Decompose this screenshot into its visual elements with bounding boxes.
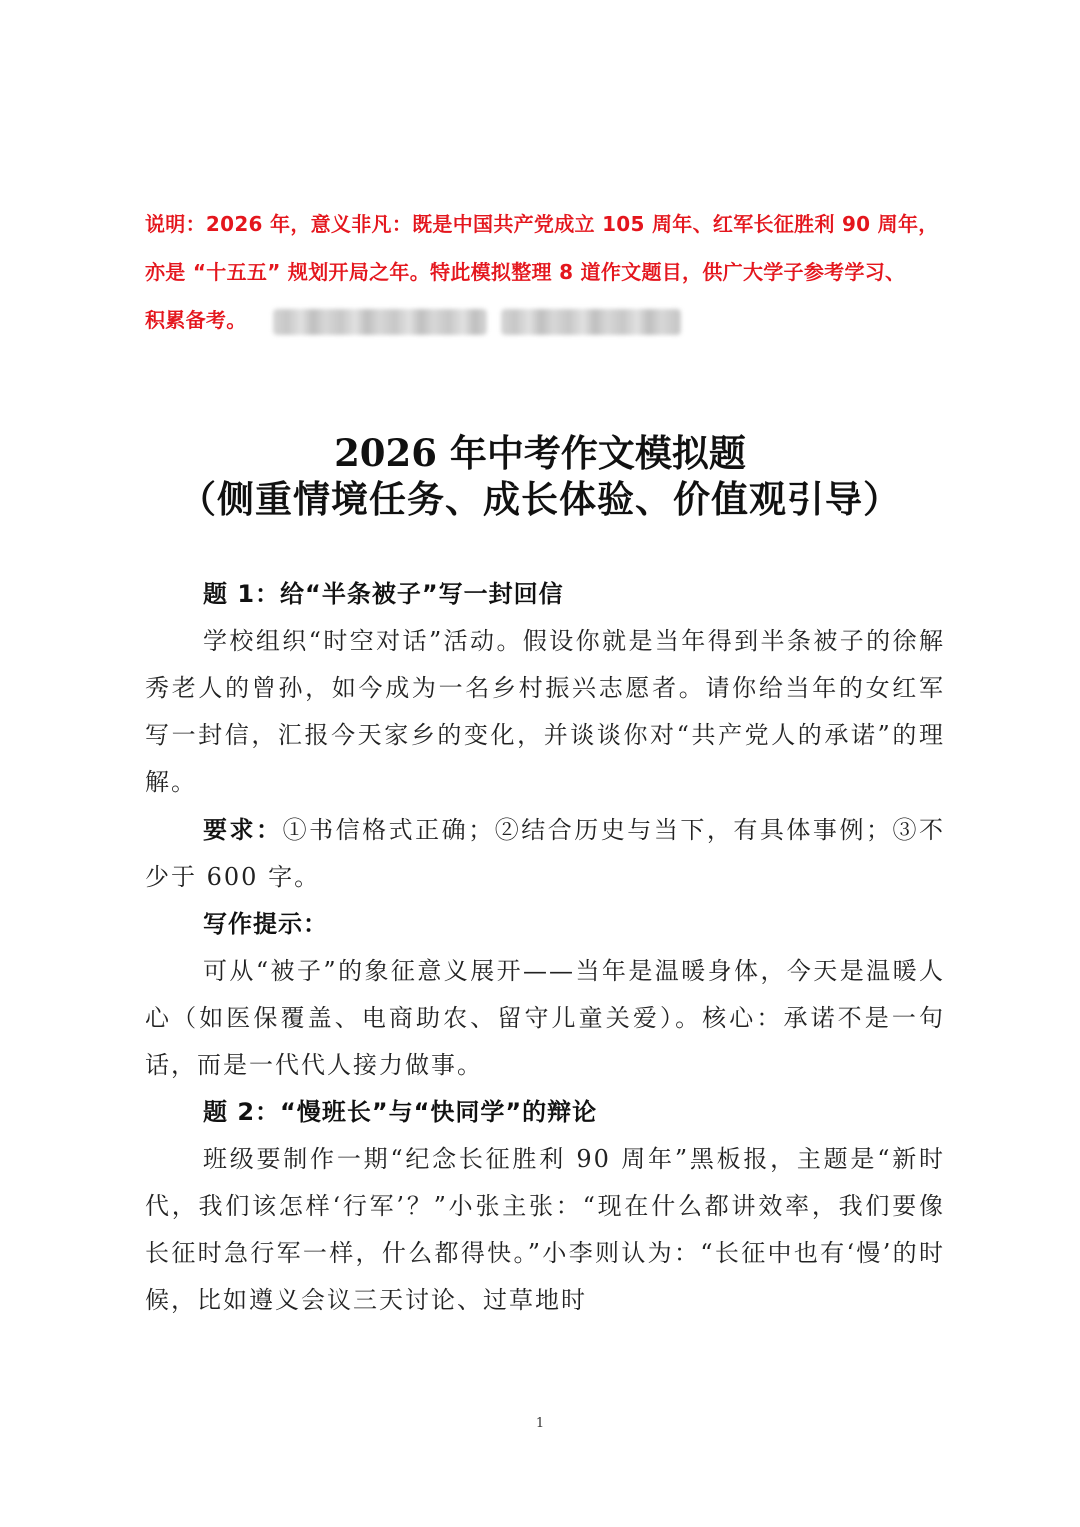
notice-line-3 (145, 296, 945, 344)
notice-line-2: 亦是 “十五五” 规划开局之年。特此模拟整理 8 道作文题目，供广大学子参考学习、 (145, 260, 906, 284)
notice-block (145, 200, 945, 344)
requirement-text: ①书信格式正确；②结合历史与当下，有具体事例；③不少于 600 字。 (145, 816, 946, 891)
topic-2-body: 班级要制作一期“纪念长征胜利 90 周年”黑板报，主题是“新时代，我们该怎样‘行军’？”小张主张：“现在什么都讲效率，我们要像长征时急行军一样，什么都得快。”小李则认为：“长征中也有‘慢’的时候，比如遵义会议三天讨论、过草地时 (145, 1145, 945, 1314)
topic-1-heading: 题 1：给“半条被子”写一封回信 (203, 580, 564, 608)
writing-tips-body: 可从“被子”的象征意义展开——当年是温暖身体，今天是温暖人心（如医保覆盖、电商助农、留守儿童关爱）。核心：承诺不是一句话，而是一代代人接力做事。 (145, 957, 945, 1079)
document-body (145, 571, 945, 1324)
topic-1-requirement (145, 806, 945, 901)
page-number: 1 (535, 1416, 545, 1431)
topic-2-heading: 题 2：“慢班长”与“快同学”的辩论 (203, 1098, 598, 1126)
notice-line-3-text: 积累备考。 (145, 308, 247, 332)
page-title: 2026 年中考作文模拟题 (334, 431, 746, 475)
notice-line-1: 说明：2026 年，意义非凡：既是中国共产党成立 105 周年、红军长征胜利 90 周年， (145, 212, 939, 236)
page-subtitle: （侧重情境任务、成长体验、价值观引导） (179, 477, 901, 521)
writing-tips-heading: 写作提示： (203, 910, 328, 938)
topic-1-body: 学校组织“时空对话”活动。假设你就是当年得到半条被子的徐解秀老人的曾孙，如今成为一名乡村振兴志愿者。请你给当年的女红军写一封信，汇报今天家乡的变化，并谈谈你对“共产党人的承诺”的理解。 (145, 627, 945, 796)
blurred-redaction-1 (273, 309, 487, 335)
requirement-label: 要求： (203, 815, 283, 844)
blurred-redaction-2 (501, 309, 681, 335)
